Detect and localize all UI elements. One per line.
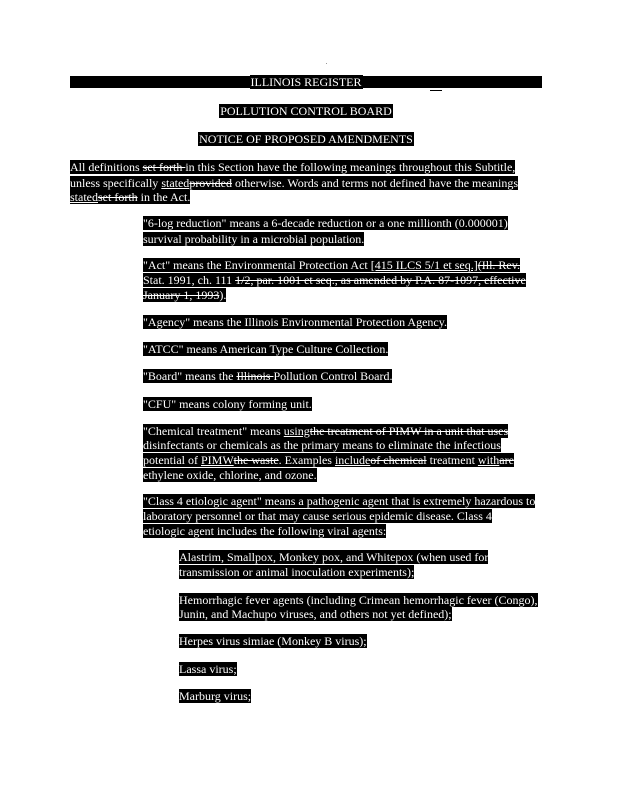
def-chem-line-2: disinfectants or chemicals as the primary means to eliminate the infectious xyxy=(143,438,501,452)
deleted-text: the treatment of PIMW in a unit that uses xyxy=(309,424,509,438)
def-chem-line-3: potential of PIMWthe waste. Examples includeof chemical treatment withare xyxy=(143,453,514,467)
def-act-line-3: January 1, 1993). xyxy=(143,288,227,302)
inserted-text: stated xyxy=(70,190,98,204)
agent-alastrim-line-1: Alastrim, Smallpox, Monkey pox, and Whitepox (when used for xyxy=(179,550,489,564)
def-class4-line-2: laboratory personnel or that may cause serious epidemic disease. Class 4 xyxy=(143,509,492,523)
def-act-line-1: "Act" means the Environmental Protection Act [415 ILCS 5/1 et seq.](Ill. Rev. xyxy=(143,258,520,272)
deleted-text: January 1, 1993 xyxy=(143,288,220,302)
def-agency: "Agency" means the Illinois Environmental Protection Agency. xyxy=(143,315,447,329)
inserted-text: with xyxy=(477,453,500,467)
agent-herpes: Herpes virus simiae (Monkey B virus); xyxy=(179,634,367,648)
def-chem-line-1: "Chemical treatment" means usingthe treatment of PIMW in a unit that uses xyxy=(143,424,509,438)
inserted-text: include xyxy=(334,453,371,467)
def-atcc: "ATCC" means American Type Culture Collection. xyxy=(143,342,389,356)
deleted-text: 1/2, par. 1001 et seq., as amended by P.A. 87-1097, effective xyxy=(235,273,526,287)
def-board: "Board" means the Illinois Pollution Control Board. xyxy=(143,369,393,383)
deleted-text: Illinois xyxy=(236,369,274,383)
deleted-text: are xyxy=(499,453,514,467)
def-class4-line-3: etiologic agent includes the following viral agents: xyxy=(143,524,387,538)
agent-marburg: Marburg virus; xyxy=(179,689,252,703)
agent-alastrim-line-2: transmission or animal inoculation experiments); xyxy=(179,565,415,579)
deleted-text: (Ill. Rev. xyxy=(477,258,520,272)
inserted-text: stated xyxy=(161,176,190,190)
register-title: ILLINOIS REGISTER xyxy=(250,75,362,89)
inserted-text: PIMW xyxy=(200,453,234,467)
header-dash xyxy=(430,90,442,91)
scan-speck xyxy=(326,63,327,64)
intro-line-1: All definitions set forth in this Section have the following meanings throughout this Subtitle, xyxy=(70,160,516,174)
def-class4-line-1: "Class 4 etiologic agent" means a pathogenic agent that is extremely hazardous to xyxy=(143,494,536,508)
inserted-text: using xyxy=(283,424,310,438)
deleted-text: of chemical xyxy=(370,453,427,467)
deleted-text: the waste xyxy=(233,453,279,467)
def-6log-line-2: survival probability in a microbial population. xyxy=(143,232,365,246)
intro-line-2: unless specifically statedprovided otherwise. Words and terms not defined have the meanings xyxy=(70,176,519,190)
def-act-line-2: Stat. 1991, ch. 111 1/2, par. 1001 et seq., as amended by P.A. 87-1097, effective xyxy=(143,273,526,287)
agent-hemo-line-2: Junin, and Machupo viruses, and others not yet defined); xyxy=(179,607,452,621)
def-6log-line-1: "6-log reduction" means a 6-decade reduction or a one millionth (0.000001) xyxy=(143,216,508,230)
board-title: POLLUTION CONTROL BOARD xyxy=(220,104,392,118)
deleted-text: provided xyxy=(189,176,232,190)
inserted-text: [415 ILCS 5/1 et seq.] xyxy=(370,258,478,272)
agent-hemo-line-1: Hemorrhagic fever agents (including Crimean hemorrhagic fever (Congo), xyxy=(179,593,538,607)
deleted-text: set forth xyxy=(142,160,186,174)
intro-line-3: statedset forth in the Act. xyxy=(70,190,191,204)
deleted-text: set forth xyxy=(98,190,138,204)
def-chem-line-4: ethylene oxide, chlorine, and ozone. xyxy=(143,468,317,482)
notice-title: NOTICE OF PROPOSED AMENDMENTS xyxy=(199,132,413,146)
agent-lassa: Lassa virus; xyxy=(179,662,237,676)
def-cfu: "CFU" means colony forming unit. xyxy=(143,397,312,411)
